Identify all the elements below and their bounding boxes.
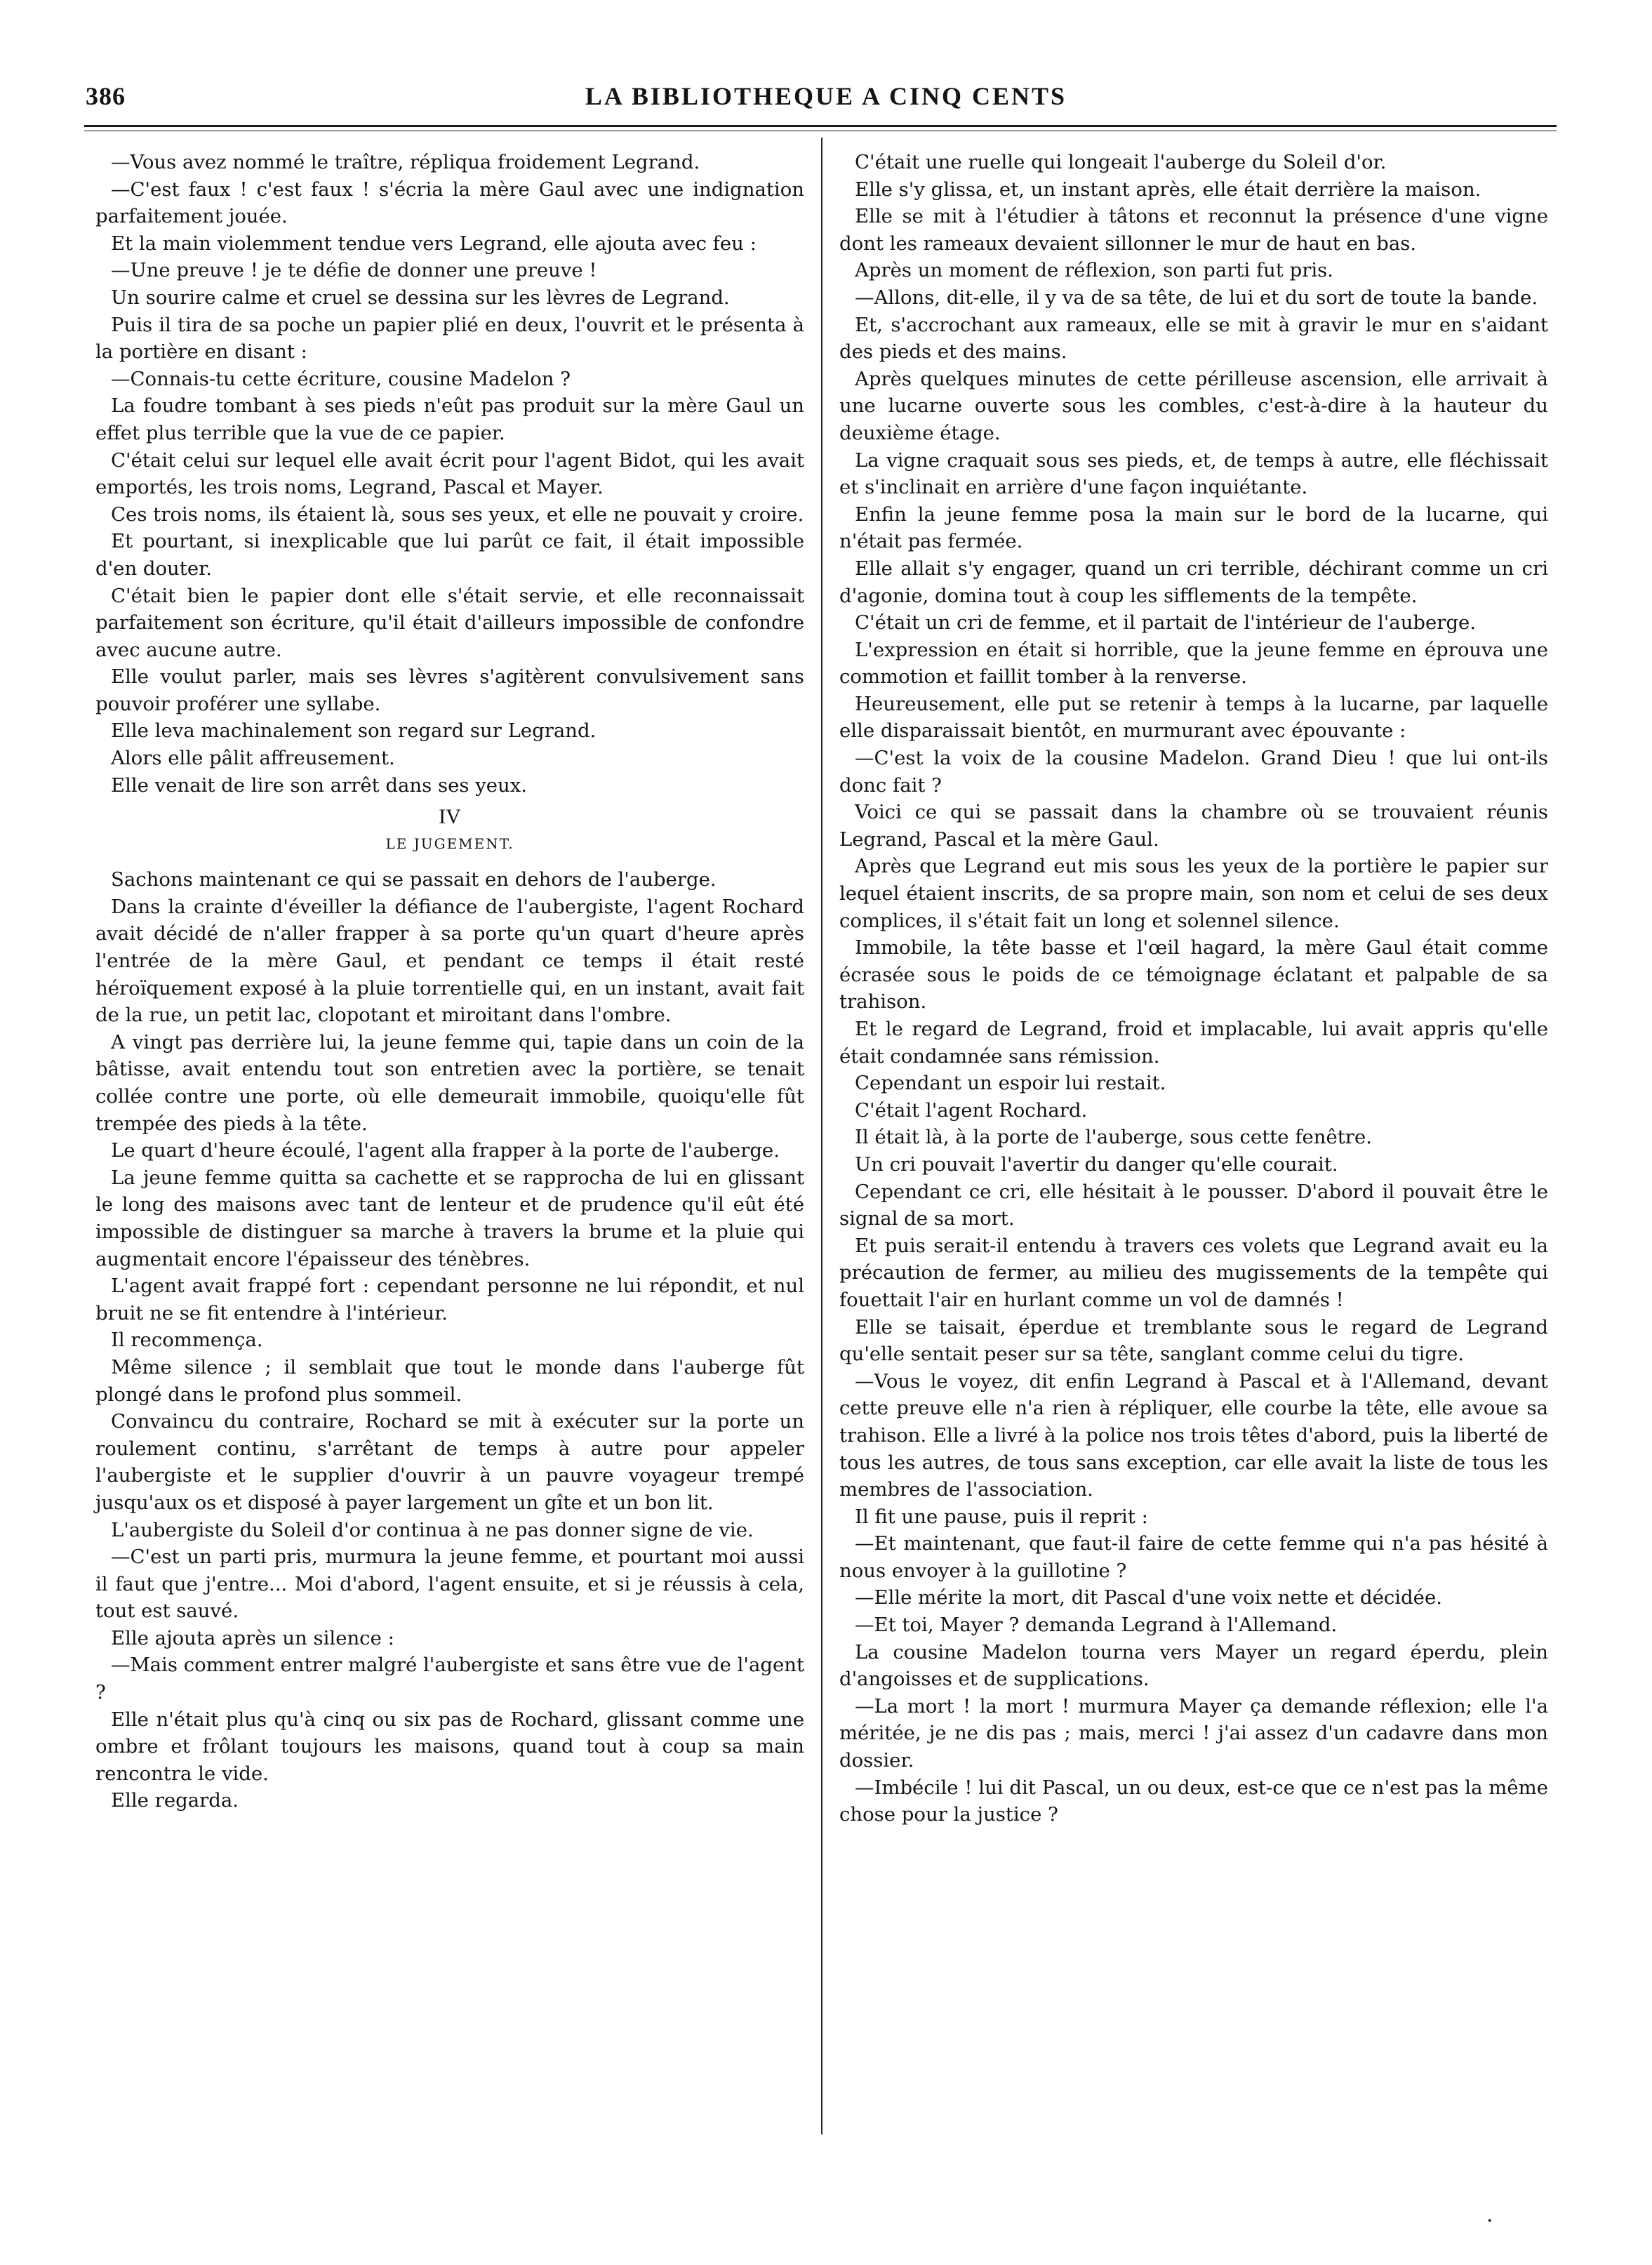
paragraph: —Allons, dit-elle, il y va de sa tête, de lui et du sort de toute la bande. [855,286,1538,309]
paragraph: Un cri pouvait l'avertir du danger qu'elle courait. [855,1153,1338,1176]
paragraph: Enfin la jeune femme posa la main sur le bord de la lucarne, qui n'était pas fermée. [839,503,1548,553]
chapter-title: LE JUGEMENT. [385,835,514,853]
right-column [839,149,1548,1828]
left-paragraphs-after [95,866,804,1814]
paragraph: —C'est faux ! c'est faux ! s'écria la mère Gaul avec une indignation parfaitement jouée. [95,178,804,228]
paragraph: —Vous avez nommé le traître, répliqua froidement Legrand. [111,151,700,173]
paragraph: La cousine Madelon tourna vers Mayer un regard éperdu, plein d'angoisses et de supplications. [839,1640,1548,1691]
paragraph: —Mais comment entrer malgré l'aubergiste et sans être vue de l'agent ? [95,1654,804,1704]
paragraph: —Et maintenant, que faut-il faire de cette femme qui n'a pas hésité à nous envoyer à la guillotine ? [839,1532,1548,1582]
paragraph: Il fit une pause, puis il reprit : [855,1505,1148,1528]
paragraph: C'était une ruelle qui longeait l'auberge du Soleil d'or. [855,151,1387,173]
paragraph: Un sourire calme et cruel se dessina sur les lèvres de Legrand. [111,286,730,309]
running-title: LA BIBLIOTHEQUE A CINQ CENTS [585,82,1067,110]
paragraph: L'agent avait frappé fort : cependant personne ne lui répondit, et nul bruit ne se fit entendre à l'intérieur. [95,1275,804,1324]
paragraph: Elle venait de lire son arrêt dans ses yeux. [111,773,528,797]
paragraph: La foudre tombant à ses pieds n'eût pas produit sur la mère Gaul un effet plus terrible que la vue de ce papier. [95,394,804,444]
paragraph: Elle s'y glissa, et, un instant après, elle était derrière la maison. [855,178,1481,201]
paragraph: L'aubergiste du Soleil d'or continua à ne pas donner signe de vie. [111,1518,754,1541]
paragraph: Elle allait s'y engager, quand un cri terrible, déchirant comme un cri d'agonie, domina tout à coup les sifflements de la tempête. [839,557,1548,607]
paragraph: Sachons maintenant ce qui se passait en dehors de l'auberge. [111,868,717,891]
paragraph: Puis il tira de sa poche un papier plié en deux, l'ouvrit et le présenta à la portière en disant : [95,313,804,364]
paragraph: C'était un cri de femme, et il partait de l'intérieur de l'auberge. [855,611,1477,635]
paragraph: L'expression en était si horrible, que la jeune femme en éprouva une commotion et faillit tomber à la renverse. [839,638,1548,689]
paragraph: Ces trois noms, ils étaient là, sous ses yeux, et elle ne pouvait y croire. [111,503,804,526]
paragraph: Dans la crainte d'éveiller la défiance de l'aubergiste, l'agent Rochard avait décidé de n'aller frapper à sa porte qu'un quart d'heure après l'entrée de la mère Gaul, et pendant ce temps il était resté héroïquement exposé à la pluie torrentielle qui, en un instant, avait fait de la rue, un petit lac, clopotant et miroitant dans l'ombre. [95,895,804,1027]
paragraph: Voici ce qui se passait dans la chambre où se trouvaient réunis Legrand, Pascal et la mère Gaul. [839,801,1548,851]
paragraph: Elle se mit à l'étudier à tâtons et reconnut la présence d'une vigne dont les rameaux devaient sillonner le mur de haut en bas. [839,205,1548,255]
paragraph: Cependant un espoir lui restait. [855,1072,1166,1095]
left-column [95,149,804,1814]
chapter-number: IV [439,805,461,829]
paragraph: Le quart d'heure écoulé, l'agent alla frapper à la porte de l'auberge. [111,1139,780,1162]
paragraph: —Une preuve ! je te défie de donner une preuve ! [111,259,597,282]
paragraph: La vigne craquait sous ses pieds, et, de temps à autre, elle fléchissait et s'inclinait en arrière d'une façon inquiétante. [839,449,1548,499]
paragraph: —Imbécile ! lui dit Pascal, un ou deux, est-ce que ce n'est pas la même chose pour la justice ? [839,1776,1548,1826]
column-divider [821,138,822,2134]
paragraph: Elle regarda. [111,1789,239,1812]
paragraph: Et, s'accrochant aux rameaux, elle se mit à gravir le mur en s'aidant des pieds et des mains. [839,313,1548,364]
left-paragraphs-before [95,149,804,799]
paragraph: —C'est la voix de la cousine Madelon. Grand Dieu ! que lui ont-ils donc fait ? [839,747,1548,797]
paragraph: Et pourtant, si inexplicable que lui parût ce fait, il était impossible d'en douter. [95,530,804,580]
paragraph: Cependant ce cri, elle hésitait à le pousser. D'abord il pouvait être le signal de sa mort. [839,1180,1548,1230]
paragraph: Il était là, à la porte de l'auberge, sous cette fenêtre. [855,1126,1372,1149]
paragraph: Elle voulut parler, mais ses lèvres s'agitèrent convulsivement sans pouvoir proférer une syllabe. [95,665,804,715]
paragraph: Elle n'était plus qu'à cinq ou six pas de Rochard, glissant comme une ombre et frôlant toujours les maisons, quand tout à coup sa main rencontra le vide. [95,1708,804,1785]
paragraph: —Et toi, Mayer ? demanda Legrand à l'Allemand. [855,1614,1338,1637]
paragraph: Alors elle pâlit affreusement. [111,747,395,770]
paragraph: —Elle mérite la mort, dit Pascal d'une voix nette et décidée. [855,1586,1442,1609]
right-paragraphs [839,149,1548,1828]
paragraph: Et la main violemment tendue vers Legrand, elle ajouta avec feu : [111,232,757,255]
paragraph: La jeune femme quitta sa cachette et se rapprocha de lui en glissant le long des maisons avec tant de lenteur et de prudence qu'il eût été impossible de distinguer sa marche à travers la brume et la pluie qui augmentait encore l'épaisseur des ténèbres. [95,1166,804,1270]
stray-mark: · [1486,2209,1493,2233]
paragraph: Après un moment de réflexion, son parti fut pris. [855,259,1334,282]
paragraph: Immobile, la tête basse et l'œil hagard, la mère Gaul était comme écrasée sous le poids de ce témoignage éclatant et palpable de sa trahison. [839,936,1548,1014]
paragraph: Elle leva machinalement son regard sur Legrand. [111,719,597,743]
paragraph: Après quelques minutes de cette périlleuse ascension, elle arrivait à une lucarne ouverte sous les combles, c'est-à-dire à la hauteur du deuxième étage. [839,367,1548,444]
paragraph: C'était celui sur lequel elle avait écrit pour l'agent Bidot, qui les avait emportés, les trois noms, Legrand, Pascal et Mayer. [95,449,804,499]
paragraph: Elle ajouta après un silence : [111,1626,394,1649]
paragraph: Et puis serait-il entendu à travers ces volets que Legrand avait eu la précaution de fermer, au milieu des mugissements de la tempête qui fouettait l'air en hurlant comme un vol de damnés ! [839,1234,1548,1311]
paragraph: Heureusement, elle put se retenir à temps à la lucarne, par laquelle elle disparaissait bientôt, en murmurant avec épouvante : [839,692,1548,743]
paragraph: Convaincu du contraire, Rochard se mit à exécuter sur la porte un roulement continu, s'arrêtant de temps à autre pour appeler l'aubergiste et le supplier d'ouvrir à un pauvre voyageur trempé jusqu'aux os et disposé à payer largement un gîte et un bon lit. [95,1410,804,1514]
paragraph: C'était l'agent Rochard. [855,1098,1088,1122]
paragraph: Après que Legrand eut mis sous les yeux de la portière le papier sur lequel étaient inscrits, de sa propre main, son nom et celui de ses deux complices, il s'était fait un long et solennel silence. [839,855,1548,932]
paragraph: Il recommença. [111,1329,263,1352]
paragraph: Et le regard de Legrand, froid et implacable, lui avait appris qu'elle était condamnée sans rémission. [839,1018,1548,1068]
paragraph: A vingt pas derrière lui, la jeune femme qui, tapie dans un coin de la bâtisse, avait entendu tout son entretien avec la portière, se tenait collée contre une porte, où elle demeurait immobile, quoiqu'elle fût trempée des pieds à la tête. [95,1030,804,1135]
paragraph: C'était bien le papier dont elle s'était servie, et elle reconnaissait parfaitement son écriture, qu'il était d'ailleurs impossible de confondre avec aucune autre. [95,584,804,661]
paragraph: —Vous le voyez, dit enfin Legrand à Pascal et à l'Allemand, devant cette preuve elle n'a rien à répliquer, elle courbe la tête, elle avoue sa trahison. Elle a livré à la police nos trois têtes d'abord, puis la liberté de tous les autres, de tous sans exception, car elle avait la liste de tous les membres de l'association. [839,1369,1548,1501]
page-number: 386 [86,82,126,110]
paragraph: Même silence ; il semblait que tout le monde dans l'auberge fût plongé dans le profond plus sommeil. [95,1355,804,1406]
paragraph: —Connais-tu cette écriture, cousine Madelon ? [111,367,571,390]
paragraph: —La mort ! la mort ! murmura Mayer ça demande réflexion; elle l'a méritée, je ne dis pas ; mais, merci ! j'ai assez d'un cadavre dans mon dossier. [839,1694,1548,1772]
header-rule [84,125,1557,127]
paragraph: Elle se taisait, éperdue et tremblante sous le regard de Legrand qu'elle sentait peser sur sa tête, sanglant comme celui du tigre. [839,1315,1548,1366]
paragraph: —C'est un parti pris, murmura la jeune femme, et pourtant moi aussi il faut que j'entre... Moi d'abord, l'agent ensuite, et si je réussis à cela, tout est sauvé. [95,1546,804,1623]
